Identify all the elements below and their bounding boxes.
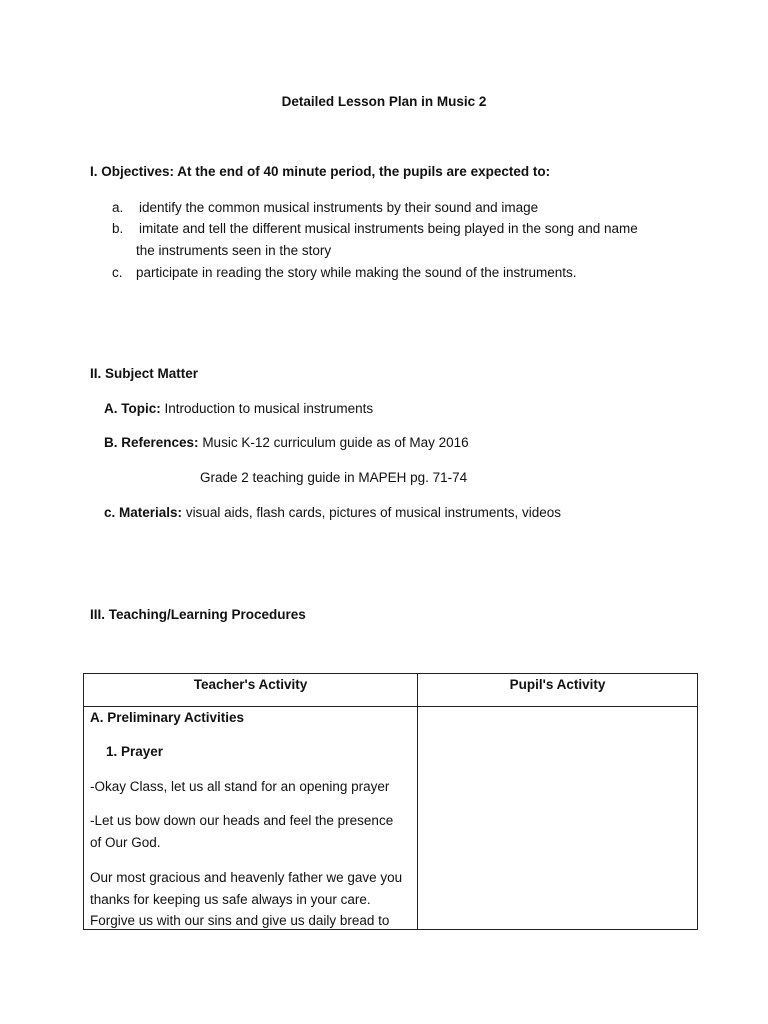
topic-row — [104, 401, 373, 416]
teacher-activity-header — [84, 674, 418, 707]
table-header-row — [84, 674, 698, 707]
procedures-table — [83, 673, 698, 930]
objective-letter: a. — [112, 200, 124, 215]
procedures-heading: III. Teaching/Learning Procedures — [90, 607, 306, 622]
document-title: Detailed Lesson Plan in Music 2 — [281, 94, 487, 109]
objective-text: imitate and tell the different musical instruments being played in the song and name — [139, 221, 638, 236]
objectives-heading: I. Objectives: At the end of 40 minute period, the pupils are expected to: — [90, 164, 551, 179]
teacher-activity-cell — [84, 707, 418, 930]
objective-letter: c. — [112, 265, 123, 280]
teacher-line: 1. Prayer — [106, 744, 164, 759]
teacher-activity-header-label: Teacher's Activity — [193, 677, 308, 692]
topic-value: Introduction to musical instruments — [164, 401, 374, 416]
teacher-line: -Okay Class, let us all stand for an opening prayer — [90, 779, 390, 794]
materials-value: visual aids, flash cards, pictures of musical instruments, videos — [185, 505, 561, 520]
teacher-line: of Our God. — [90, 835, 161, 850]
references-label: B. References: — [104, 435, 199, 450]
objective-text-continued: the instruments seen in the story — [136, 243, 332, 258]
references-value: Music K-12 curriculum guide as of May 2016 — [202, 435, 469, 450]
pupil-activity-header — [418, 674, 698, 707]
materials-row — [104, 505, 561, 520]
topic-label: A. Topic: — [104, 401, 161, 416]
teacher-line: thanks for keeping us safe always in your care. — [90, 892, 371, 907]
teacher-line: A. Preliminary Activities — [90, 710, 245, 725]
pupil-activity-cell — [418, 707, 698, 930]
objective-letter: b. — [112, 221, 124, 236]
teacher-line: -Let us bow down our heads and feel the presence — [90, 813, 394, 828]
table-row — [84, 707, 698, 930]
objective-text: participate in reading the story while making the sound of the instruments. — [136, 265, 577, 280]
subject-matter-heading: II. Subject Matter — [90, 366, 199, 381]
references-row — [104, 435, 469, 450]
teacher-line: Our most gracious and heavenly father we gave you — [90, 870, 403, 885]
pupil-activity-header-label: Pupil's Activity — [509, 677, 606, 692]
objective-text: identify the common musical instruments by their sound and image — [139, 200, 539, 215]
teacher-line: Forgive us with our sins and give us daily bread to — [90, 913, 390, 928]
references-value-2: Grade 2 teaching guide in MAPEH pg. 71-74 — [200, 470, 468, 485]
materials-label: c. Materials: — [104, 505, 183, 520]
